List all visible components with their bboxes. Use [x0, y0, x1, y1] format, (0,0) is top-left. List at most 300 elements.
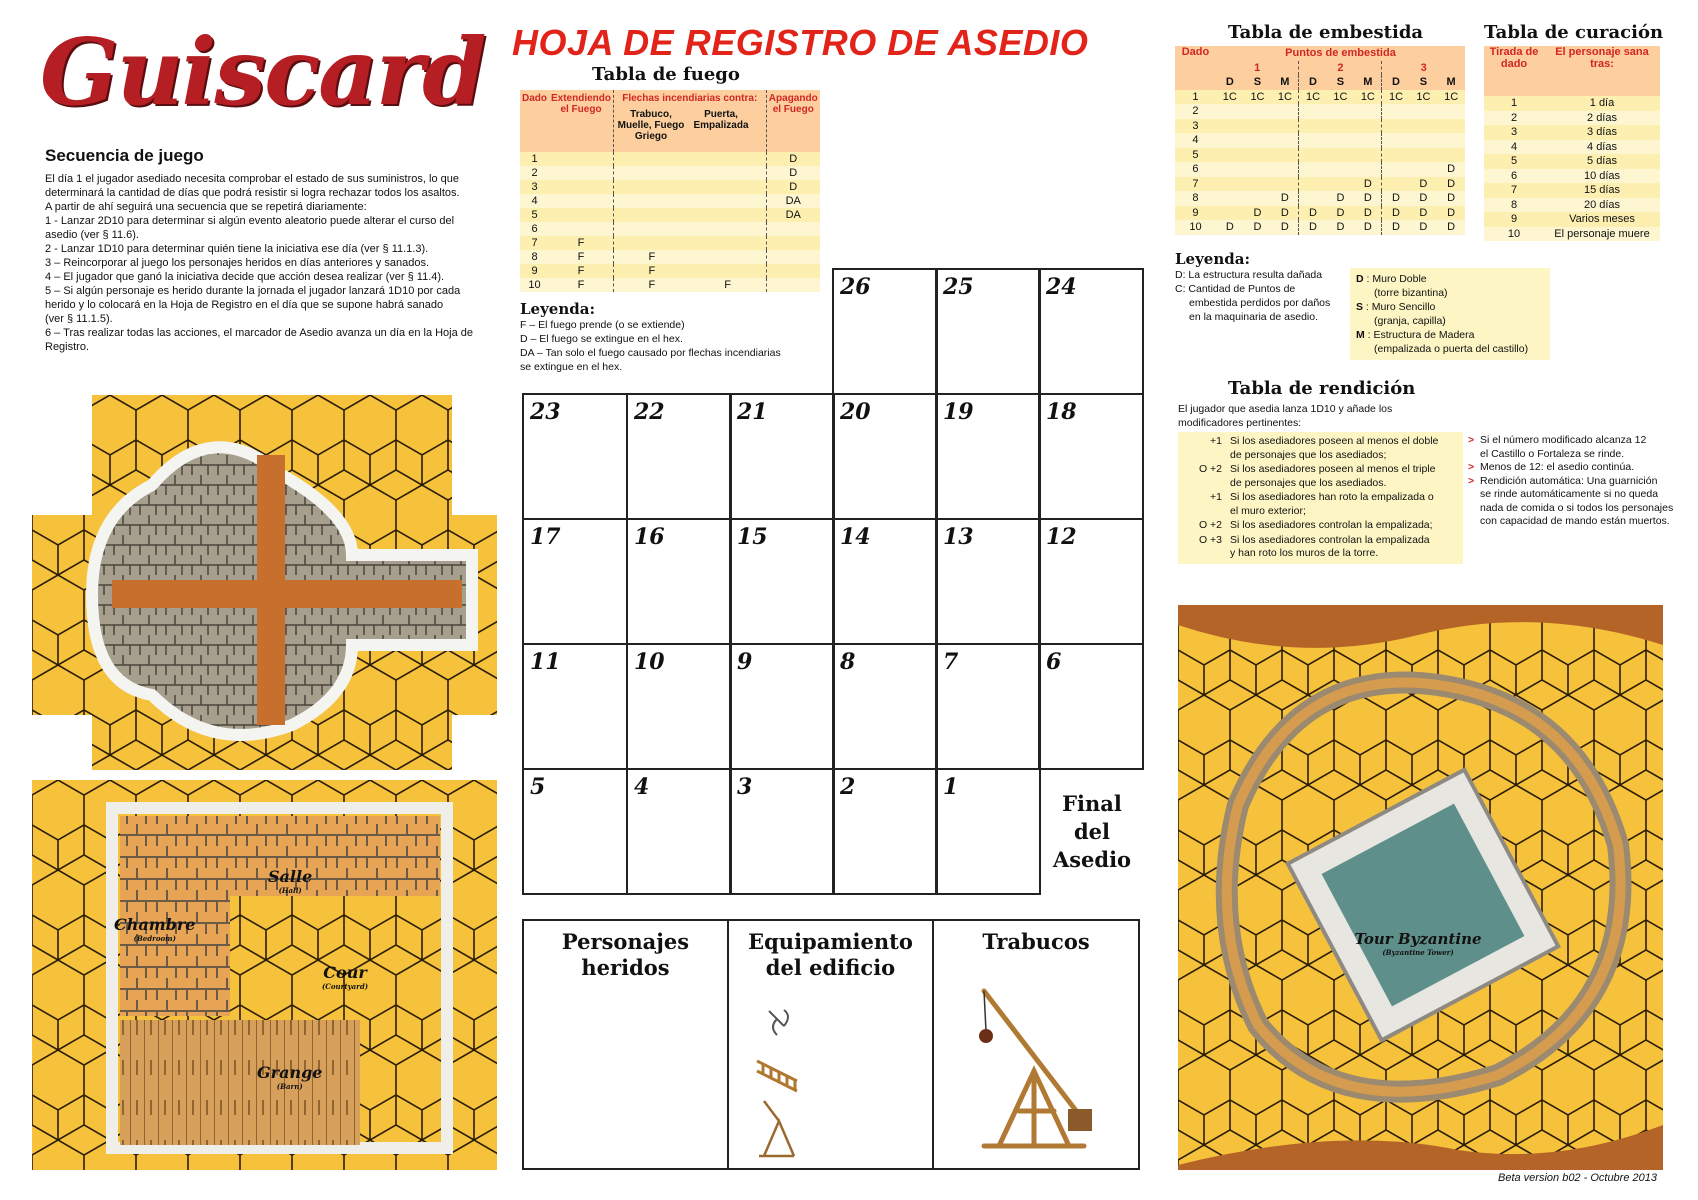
sequence-line: Registro.: [45, 341, 90, 353]
ram-cell: [1382, 104, 1410, 119]
ram-cell: [1437, 133, 1465, 148]
ram-row: [1175, 220, 1465, 235]
fire-cell: [614, 194, 690, 208]
ram-cell: [1437, 104, 1465, 119]
ram-cell: D: [1419, 177, 1428, 190]
fire-cell: [549, 180, 614, 194]
ram-cell: [1271, 162, 1299, 177]
heal-row: [1484, 154, 1660, 169]
heal-cell: 9: [1510, 213, 1518, 226]
fire-h-trab: Trabuco, Muelle, Fuego Griego: [617, 109, 685, 142]
fire-cell: [690, 264, 766, 278]
sequence-line: 3 – Reincorporar al juego los personajes heridos en días anteriores y sanados.: [45, 257, 430, 269]
fire-cell: [690, 208, 766, 222]
day-cell: 3: [729, 768, 835, 895]
ram-cell: 1C: [1388, 90, 1404, 103]
ladder-icon: [757, 1061, 797, 1091]
surrender-intro-line: modificadores pertinentes:: [1178, 417, 1302, 429]
fire-cell: F: [614, 250, 690, 264]
label-salle: Salle (Hall): [268, 867, 313, 895]
footer-version: Beta version b02 - Octubre 2013: [1498, 1172, 1657, 1184]
day-cell: 22: [626, 393, 732, 520]
ram-cell: D: [1392, 192, 1400, 205]
ram-sub: S: [1253, 76, 1262, 89]
box-title-line: heridos: [581, 955, 670, 980]
ram-cell: [1216, 162, 1244, 177]
surrender-intro-line: El jugador que asedia lanza 1D10 y añade los: [1178, 403, 1393, 415]
box-title-line: Equipamiento: [748, 929, 913, 954]
ram-cell: 4: [1192, 134, 1199, 147]
ram-cell: [1410, 119, 1438, 134]
ram-cell: [1410, 162, 1438, 177]
label-grange: Grange (Barn): [257, 1063, 323, 1091]
ram-cell: 1C: [1444, 90, 1459, 103]
day-cell: 17: [522, 518, 628, 645]
fire-legend-line: D – El fuego se extingue en el hex.: [520, 333, 683, 345]
surrender-result: > Si el número modificado alcanza 12 el Castillo o Fortaleza se rinde.: [1468, 434, 1647, 460]
label-chambre: Chambre (Bedroom): [114, 915, 196, 943]
surrender-results: [1468, 434, 1693, 529]
ram-cell: [1244, 133, 1272, 148]
ram-cell: 1C: [1271, 90, 1299, 105]
fire-cell: [690, 236, 766, 250]
heal-row: [1484, 96, 1660, 111]
fire-cell: [549, 152, 614, 166]
heal-cell: Varios meses: [1569, 213, 1635, 226]
fire-cell: 10: [528, 279, 541, 291]
ram-cell: D: [1419, 206, 1428, 219]
heal-cell: 10: [1507, 227, 1521, 240]
ram-sub: S: [1336, 76, 1345, 89]
day-cell: 26: [832, 268, 938, 395]
ram-cell: [1354, 162, 1382, 177]
sequence-line: 4 – El jugador que ganó la iniciativa decide que acción desea realizar (ver § 11.4).: [45, 271, 445, 283]
box-equipment: [727, 919, 934, 1170]
surrender-result: > Menos de 12: el asedio continúa.: [1468, 461, 1635, 473]
box-title-line: Personajes: [561, 929, 690, 954]
fire-cell: 8: [531, 251, 538, 263]
ram-cell: D: [1253, 206, 1262, 219]
ram-cell: [1244, 104, 1272, 119]
ram-sub: D: [1309, 76, 1317, 89]
ram-cell: D: [1419, 192, 1428, 205]
ram-cell: D: [1447, 192, 1456, 205]
ram-cell: [1216, 206, 1244, 221]
ram-table-title: Tabla de embestida: [1228, 22, 1424, 43]
heal-cell: 3 días: [1587, 126, 1617, 139]
heal-cell: 4 días: [1587, 140, 1617, 153]
day-cell: 13: [935, 518, 1041, 645]
ram-cell: [1382, 162, 1410, 177]
surrender-mod: O +3 Si los asediadores controlan la empalizada y han roto los muros de la torre.: [1198, 533, 1430, 559]
ram-cell: D: [1253, 221, 1262, 234]
fire-cell: [549, 194, 614, 208]
fire-cell: [614, 208, 690, 222]
fire-row: [520, 222, 820, 236]
guiscard-logo: Guiscard: [40, 18, 485, 126]
heal-cell: 3: [1510, 126, 1518, 139]
ram-cell: [1299, 162, 1327, 177]
ram-cell: D: [1392, 221, 1400, 234]
fire-row: [520, 152, 820, 166]
ram-cell: [1244, 191, 1272, 206]
fire-cell: 7: [531, 237, 538, 249]
surrender-mod: O +2 Si los asediadores poseen al menos el triple de personajes que los asediados.: [1198, 463, 1436, 489]
heal-h2: El personaje sana tras:: [1555, 46, 1649, 70]
heal-cell: El personaje muere: [1554, 227, 1650, 240]
fire-h-puerta: Puerta, Empalizada: [693, 109, 749, 131]
fire-h-ext: Extendiendo el Fuego: [551, 93, 612, 115]
fire-legend-line: F – El fuego prende (o se extiende): [520, 319, 685, 331]
ram-cell: 1C: [1416, 90, 1431, 103]
fire-cell: 5: [531, 209, 538, 221]
fire-row: [520, 264, 820, 278]
sequence-line: 2 - Lanzar 1D10 para determinar quién tiene la iniciativa ese día (ver § 11.1.3).: [45, 243, 429, 255]
day-cell: 23: [522, 393, 628, 520]
ram-cell: 10: [1189, 221, 1202, 234]
heal-row: [1484, 227, 1660, 242]
ram-sub: M: [1354, 75, 1382, 90]
ram-cell: [1299, 104, 1327, 119]
ram-sub: D: [1225, 76, 1234, 89]
ram-cell: 9: [1192, 206, 1199, 219]
ram-cell: D: [1336, 221, 1345, 234]
ram-cell: D: [1336, 206, 1345, 219]
ram-cell: [1299, 191, 1327, 206]
heal-row: [1484, 169, 1660, 184]
ram-cell: [1244, 177, 1272, 192]
sequence-line: (ver § 11.1.5).: [45, 313, 113, 325]
ram-cell: 1: [1192, 90, 1199, 103]
day-cell: 18: [1038, 393, 1144, 520]
ram-legend-item: D : Muro Doble (torre bizantina): [1356, 273, 1448, 299]
fire-cell: D: [789, 181, 798, 193]
ram-cell: D: [1447, 221, 1456, 234]
ram-cell: [1271, 104, 1299, 119]
fire-cell: DA: [785, 195, 801, 207]
ram-cell: [1299, 148, 1327, 163]
heal-cell: 4: [1510, 140, 1518, 153]
ram-cell: [1244, 148, 1272, 163]
heal-cell: 2: [1510, 111, 1518, 124]
fire-row: [520, 208, 820, 222]
day-cell: 14: [832, 518, 938, 645]
fire-cell: F: [577, 265, 585, 277]
ram-row: [1175, 90, 1465, 105]
ram-group: 2: [1299, 61, 1382, 76]
ram-cell: D: [1354, 191, 1382, 206]
ram-cell: D: [1354, 220, 1382, 235]
day-cell: 7: [935, 643, 1041, 770]
equipment-icons: [749, 991, 809, 1161]
fire-legend: [520, 300, 820, 374]
fire-cell: [614, 180, 690, 194]
sequence-line: 1 - Lanzar 2D10 para determinar si algún evento aleatorio puede alterar el curso del: [45, 215, 455, 227]
heal-row: [1484, 125, 1660, 140]
fire-cell: [690, 250, 766, 264]
ram-legend-box: [1350, 268, 1550, 360]
fire-cell: [690, 194, 766, 208]
fire-cell: F: [577, 279, 585, 291]
fire-cell: F: [577, 251, 585, 263]
fire-h-apag: Apagando el Fuego: [768, 93, 818, 115]
ram-cell: [1354, 133, 1382, 148]
ram-cell: [1271, 177, 1299, 192]
ram-row: [1175, 148, 1465, 163]
ram-group: 3: [1420, 61, 1427, 74]
fire-cell: 3: [531, 181, 538, 193]
ram-cell: [1216, 148, 1244, 163]
fire-row: [520, 180, 820, 194]
day-cell: 12: [1038, 518, 1144, 645]
ram-cell: 8: [1192, 192, 1199, 205]
ram-cell: D: [1447, 177, 1456, 190]
fire-cell: [766, 250, 820, 264]
heal-cell: 10 días: [1583, 169, 1621, 182]
heal-cell: 1: [1510, 97, 1518, 110]
fire-table: [520, 90, 820, 292]
heal-cell: 5 días: [1587, 155, 1617, 168]
heal-cell: 20 días: [1583, 198, 1621, 211]
heal-row: [1484, 212, 1660, 227]
surrender-mod: O +2 Si los asediadores controlan la empalizada;: [1198, 519, 1433, 531]
ram-row: [1175, 104, 1465, 119]
ram-legend-item: S : Muro Sencillo (granja, capilla): [1356, 301, 1446, 327]
ram-legend-line: D: La estructura resulta dañada: [1175, 269, 1323, 281]
fire-cell: [614, 236, 690, 250]
trebuchet-counterweight: [1068, 1109, 1092, 1131]
label-cour: Cour (Courtyard): [322, 963, 369, 991]
ram-table: [1175, 46, 1465, 235]
ram-row: [1175, 177, 1465, 192]
day-cell: 20: [832, 393, 938, 520]
day-cell: 10: [626, 643, 732, 770]
fire-row: [520, 194, 820, 208]
ram-cell: D: [1419, 221, 1428, 234]
map-tower: [1178, 605, 1663, 1170]
ram-row: [1175, 206, 1465, 221]
fire-cell: [614, 166, 690, 180]
fire-cell: D: [789, 167, 798, 179]
ram-cell: [1437, 148, 1465, 163]
fire-h-flechas: Flechas incendiarias contra:: [622, 93, 758, 104]
ram-cell: [1299, 177, 1327, 192]
ram-cell: [1271, 148, 1299, 163]
ram-group: 1: [1216, 61, 1299, 76]
ram-sub: M: [1271, 75, 1299, 90]
ram-cell: 1C: [1306, 90, 1321, 103]
page-title: HOJA DE REGISTRO DE ASEDIO: [512, 22, 1089, 63]
ram-cell: [1299, 119, 1327, 134]
box-wounded: [522, 919, 729, 1170]
sequence-line: herido y lo colocará en la Hoja de Registro en el día que se supone habrá sanado: [45, 299, 444, 311]
label-tour: Tour Byzantine (Byzantine Tower): [1354, 930, 1482, 957]
ram-cell: [1216, 177, 1244, 192]
surrender-mod: +1 Si los asediadores poseen al menos el doble de personajes que los asediados;: [1210, 435, 1439, 461]
sequence-line: 5 – Si algún personaje es herido durante la jornada el jugador lanzará 1D10 por cada: [45, 285, 461, 297]
ram-cell: D: [1271, 206, 1299, 221]
day-cell: 24: [1038, 268, 1144, 395]
ram-cell: [1327, 148, 1355, 163]
map-chapel: [32, 395, 497, 770]
fire-legend-line: se extingue en el hex.: [520, 361, 623, 373]
fire-legend-title: Leyenda:: [520, 300, 595, 318]
final-asedio: Final del Asedio: [1052, 791, 1132, 872]
ram-cell: 2: [1192, 105, 1199, 118]
ram-cell: [1216, 119, 1244, 134]
day-cell: 6: [1038, 643, 1144, 770]
fire-table-title: Tabla de fuego: [592, 64, 740, 85]
ram-cell: [1244, 119, 1272, 134]
fire-cell: F: [614, 264, 690, 278]
ram-h-puntos: Puntos de embestida: [1285, 47, 1396, 60]
ram-cell: [1244, 162, 1272, 177]
ram-cell: [1410, 104, 1438, 119]
heal-table-title: Tabla de curación: [1484, 22, 1664, 43]
ram-row: [1175, 119, 1465, 134]
ram-cell: [1382, 133, 1410, 148]
fire-cell: [614, 152, 690, 166]
day-cell: 5: [522, 768, 628, 895]
ram-cell: D: [1447, 206, 1456, 219]
fire-cell: [614, 222, 690, 236]
ram-cell: [1354, 119, 1382, 134]
ram-cell: [1327, 104, 1355, 119]
day-cell: 11: [522, 643, 628, 770]
ram-cell: [1327, 162, 1355, 177]
ram-cell: 3: [1192, 119, 1199, 132]
day-cell: 8: [832, 643, 938, 770]
ram-cell: [1382, 177, 1410, 192]
fire-legend-line: DA – Tan solo el fuego causado por flechas incendiarias: [520, 347, 781, 359]
day-cell: 1: [935, 768, 1041, 895]
sequence-section: [45, 146, 495, 354]
ram-legend: [1175, 250, 1350, 324]
day-cell: 16: [626, 518, 732, 645]
ram-cell: [1327, 133, 1355, 148]
fire-cell: F: [690, 278, 766, 292]
ram-cell: [1216, 191, 1244, 206]
ram-cell: [1327, 177, 1355, 192]
heal-row: [1484, 140, 1660, 155]
fire-cell: [690, 180, 766, 194]
ram-cell: [1437, 119, 1465, 134]
sequence-line: 6 – Tras realizar todas las acciones, el marcador de Asedio avanza un día en la Hoja de: [45, 327, 474, 339]
ram-sub: M: [1446, 76, 1456, 89]
heal-cell: 7: [1510, 184, 1518, 197]
ram-cell: 5: [1192, 148, 1199, 161]
ram-row: [1175, 191, 1465, 206]
ram-cell: [1271, 119, 1299, 134]
ram-cell: 6: [1192, 163, 1199, 176]
ram-cell: [1299, 133, 1327, 148]
fire-cell: 2: [531, 167, 538, 179]
ram-cell: D: [1336, 192, 1345, 205]
catapult-small-icon: [759, 1101, 794, 1156]
trebuchet-sling: [979, 1029, 993, 1043]
fire-cell: DA: [785, 209, 801, 221]
fire-row: [520, 166, 820, 180]
ram-cell: D: [1354, 177, 1382, 192]
fire-cell: [549, 166, 614, 180]
ram-cell: D: [1354, 206, 1382, 221]
day-cell: 19: [935, 393, 1041, 520]
heal-row: [1484, 111, 1660, 126]
ram-cell: D: [1447, 163, 1456, 176]
ram-row: [1175, 133, 1465, 148]
fire-row: [520, 278, 820, 292]
fire-cell: [766, 236, 820, 250]
day-cell: 15: [729, 518, 835, 645]
fire-cell: F: [614, 278, 690, 292]
surrender-title: Tabla de rendición: [1228, 378, 1416, 399]
fire-cell: [690, 222, 766, 236]
ram-legend-line: en la maquinaria de asedio.: [1189, 311, 1319, 323]
day-cell: 4: [626, 768, 732, 895]
heal-h1: Tirada de dado: [1489, 46, 1539, 70]
ram-cell: [1271, 133, 1299, 148]
fire-cell: [549, 208, 614, 222]
ram-cell: D: [1225, 221, 1234, 234]
fire-cell: [766, 278, 820, 292]
ram-cell: [1354, 148, 1382, 163]
surrender-mod: +1 Si los asediadores han roto la empalizada o el muro exterior;: [1210, 491, 1434, 517]
ram-cell: [1382, 119, 1410, 134]
ram-cell: [1354, 104, 1382, 119]
ram-cell: [1216, 133, 1244, 148]
fire-row: [520, 236, 820, 250]
day-cell: 9: [729, 643, 835, 770]
ram-cell: D: [1271, 191, 1299, 206]
fire-h-dado: Dado: [522, 93, 547, 104]
ram-cell: [1382, 148, 1410, 163]
ram-row: [1175, 162, 1465, 177]
box-title-line: Trabucos: [982, 929, 1090, 954]
sequence-line: determinará la cantidad de días que podrá resistir si logra rechazar todos los asaltos.: [45, 187, 460, 199]
heal-row: [1484, 183, 1660, 198]
heal-cell: 5: [1510, 155, 1518, 168]
box-title-line: del edificio: [765, 955, 896, 980]
ram-legend-line: C: Cantidad de Puntos de: [1175, 283, 1296, 295]
ram-cell: D: [1309, 221, 1317, 234]
ram-cell: 7: [1192, 177, 1199, 190]
hook-icon: [769, 1010, 788, 1035]
fire-cell: [690, 152, 766, 166]
fire-cell: 9: [531, 265, 538, 277]
ram-cell: [1327, 119, 1355, 134]
fire-cell: [690, 166, 766, 180]
sequence-line: asedio (ver § 11.6).: [45, 229, 139, 241]
ram-cell: [1216, 104, 1244, 119]
heal-cell: 6: [1510, 169, 1518, 182]
heal-cell: 8: [1510, 198, 1518, 211]
fire-row: [520, 250, 820, 264]
map-farm: [32, 780, 497, 1170]
ram-legend-item: M : Estructura de Madera (empalizada o puerta del castillo): [1356, 329, 1529, 355]
heal-cell: 1 día: [1589, 97, 1615, 110]
sequence-line: A partir de ahí seguirá una secuencia que se repetirá diariamente:: [45, 201, 367, 213]
ram-cell: D: [1271, 220, 1299, 235]
box-trebuchets: [932, 919, 1140, 1170]
ram-legend-title: Leyenda:: [1175, 250, 1250, 268]
ram-cell: [1410, 133, 1438, 148]
fire-cell: 4: [531, 195, 538, 207]
fire-cell: [766, 264, 820, 278]
heal-cell: 2 días: [1587, 111, 1617, 124]
surrender-intro: [1178, 402, 1392, 430]
fire-cell: [549, 222, 614, 236]
ram-cell: D: [1309, 206, 1317, 219]
